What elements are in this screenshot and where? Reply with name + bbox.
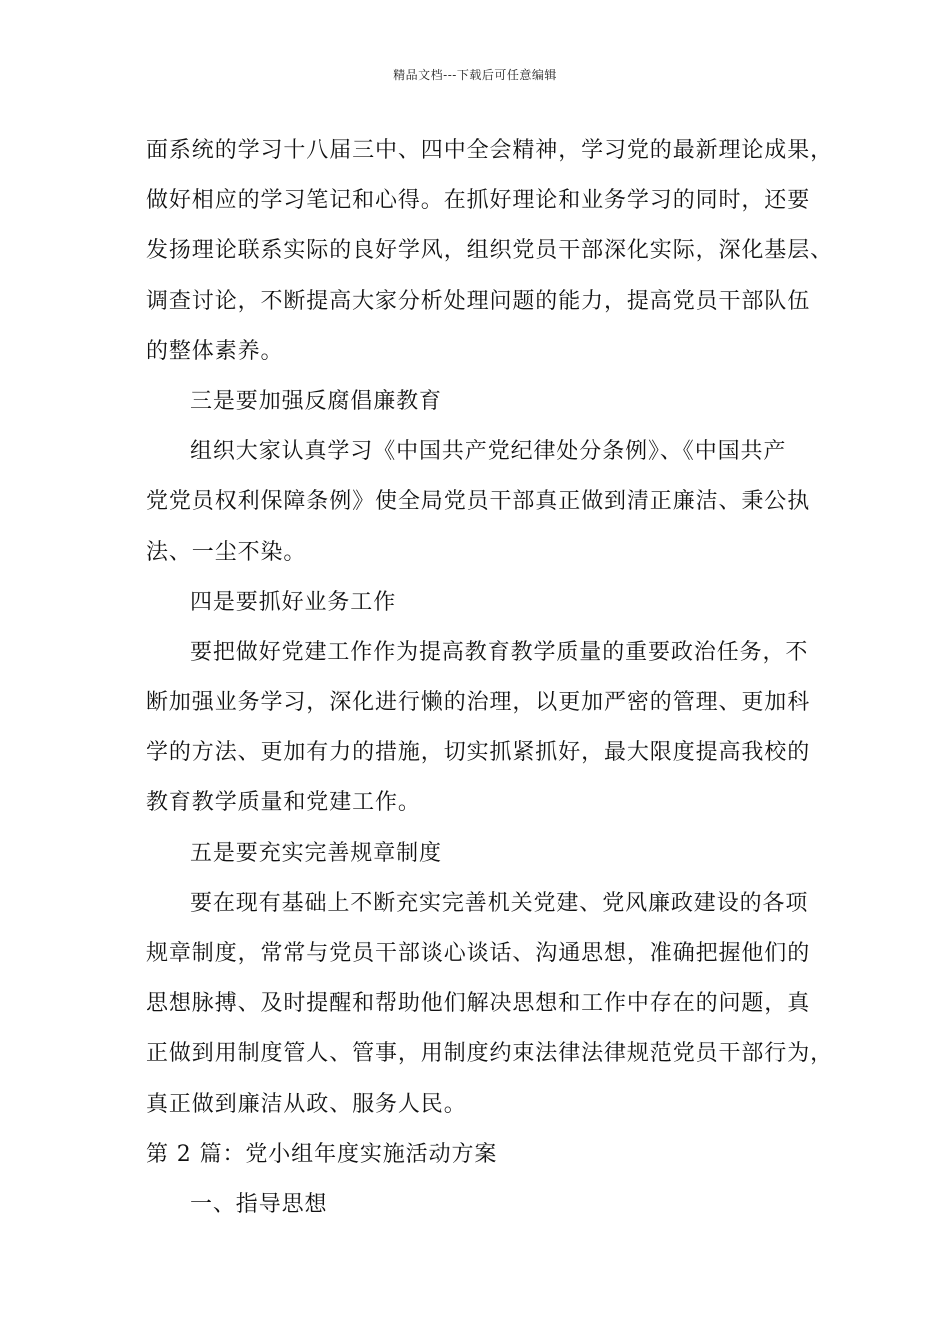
body-line: 要把做好党建工作作为提高教育教学质量的重要政治任务，不 [190,639,809,665]
section-heading: 三是要加强反腐倡廉教育 [190,388,442,414]
body-line: 思想脉搏、及时提醒和帮助他们解决思想和工作中存在的问题，真 [146,991,811,1017]
body-line: 学的方法、更加有力的措施，切实抓紧抓好，最大限度提高我校的 [146,740,811,766]
body-line: 法、一尘不染。 [146,539,307,565]
body-line: 教育教学质量和党建工作。 [146,790,421,816]
body-line: 做好相应的学习笔记和心得。在抓好理论和业务学习的同时，还要 [146,188,811,214]
body-line: 调查讨论，不断提高大家分析处理问题的能力，提高党员干部队伍 [146,288,811,314]
body-line: 要在现有基础上不断充实完善机关党建、党风廉政建设的各项 [190,890,809,916]
section-heading: 一、指导思想 [190,1191,328,1217]
body-line: 的整体素养。 [146,338,284,364]
body-line: 组织大家认真学习《中国共产党纪律处分条例》、《中国共产 [190,439,787,465]
section-heading: 五是要充实完善规章制度 [190,840,442,866]
body-line: 规章制度，常常与党员干部谈心谈话、沟通思想，准确把握他们的 [146,941,811,966]
article-title: 第 2 篇：党小组年度实施活动方案 [146,1141,498,1167]
body-line: 真正做到廉洁从政、服务人民。 [146,1091,467,1117]
page-header: 精品文档---下载后可任意编辑 [393,68,557,82]
document-body [146,126,834,1230]
body-line: 断加强业务学习，深化进行懒的治理，以更加严密的管理、更加科 [146,690,811,716]
body-line: 发扬理论联系实际的良好学风，组织党员干部深化实际，深化基层、 [146,238,834,264]
section-heading: 四是要抓好业务工作 [190,589,397,615]
body-line: 党党员权利保障条例》使全局党员干部真正做到清正廉洁、秉公执 [146,489,811,515]
body-line: 面系统的学习十八届三中、四中全会精神，学习党的最新理论成果， [146,138,834,163]
body-line: 正做到用制度管人、管事，用制度约束法律法律规范党员干部行为， [146,1041,834,1067]
